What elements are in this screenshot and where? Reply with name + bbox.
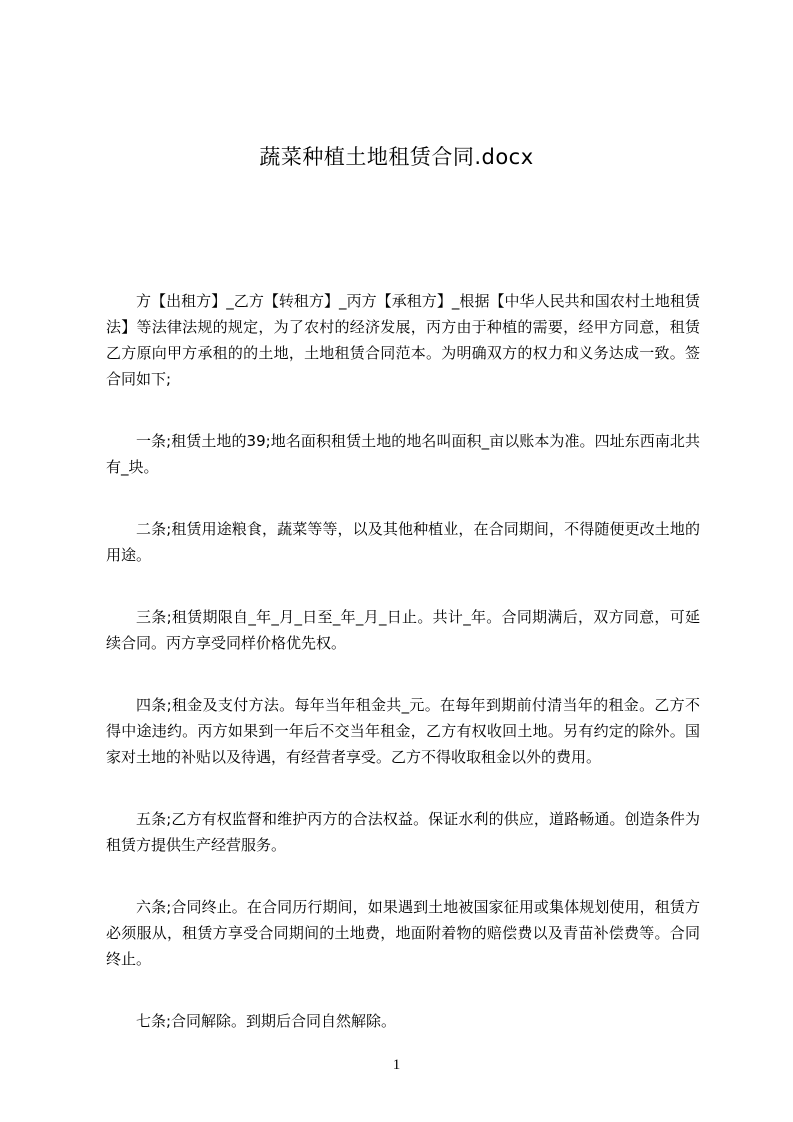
paragraph-article-4: 四条;租金及支付方法。每年当年租金共_元。在每年到期前付清当年的租金。乙方不得中途违约。丙方如果到一年后不交当年租金，乙方有权收回土地。另有约定的除外。国家对土地的补贴以及待遇，有经营者享受。乙方不得收取租金以外的费用。 [106,696,700,766]
paragraph-article-7: 七条;合同解除。到期后合同自然解除。 [136,1012,397,1030]
paragraph-article-2: 二条;租赁用途粮食，蔬菜等等，以及其他种植业，在合同期间，不得随便更改土地的用途。 [106,520,700,564]
paragraph-article-5: 五条;乙方有权监督和维护丙方的合法权益。保证水利的供应，道路畅通。创造条件为租赁方提供生产经营服务。 [106,810,700,854]
document-body [106,288,700,1034]
page-number: 1 [392,1057,401,1073]
paragraph-article-3: 三条;租赁期限自_年_月_日至_年_月_日止。共计_年。合同期满后，双方同意，可延续合同。丙方享受同样价格优先权。 [106,608,700,652]
paragraph-preamble: 方【出租方】_乙方【转租方】_丙方【承租方】_根据【中华人民共和国农村土地租赁法】等法律法规的规定，为了农村的经济发展，丙方由于种植的需要，经甲方同意，租赁乙方原向甲方承租的的土地，土地租赁合同范本。为明确双方的权力和义务达成一致。签合同如下; [106,292,700,388]
paragraph-article-6: 六条;合同终止。在合同历行期间，如果遇到土地被国家征用或集体规划使用，租赁方必须服从，租赁方享受合同期间的土地费，地面附着物的赔偿费以及青苗补偿费等。合同终止。 [106,898,700,968]
paragraph-article-1: 一条;租赁土地的39;地名面积租赁土地的地名叫面积_亩以账本为准。四址东西南北共有_块。 [106,432,700,476]
document-title: 蔬菜种植土地租赁合同.docx [259,145,534,169]
